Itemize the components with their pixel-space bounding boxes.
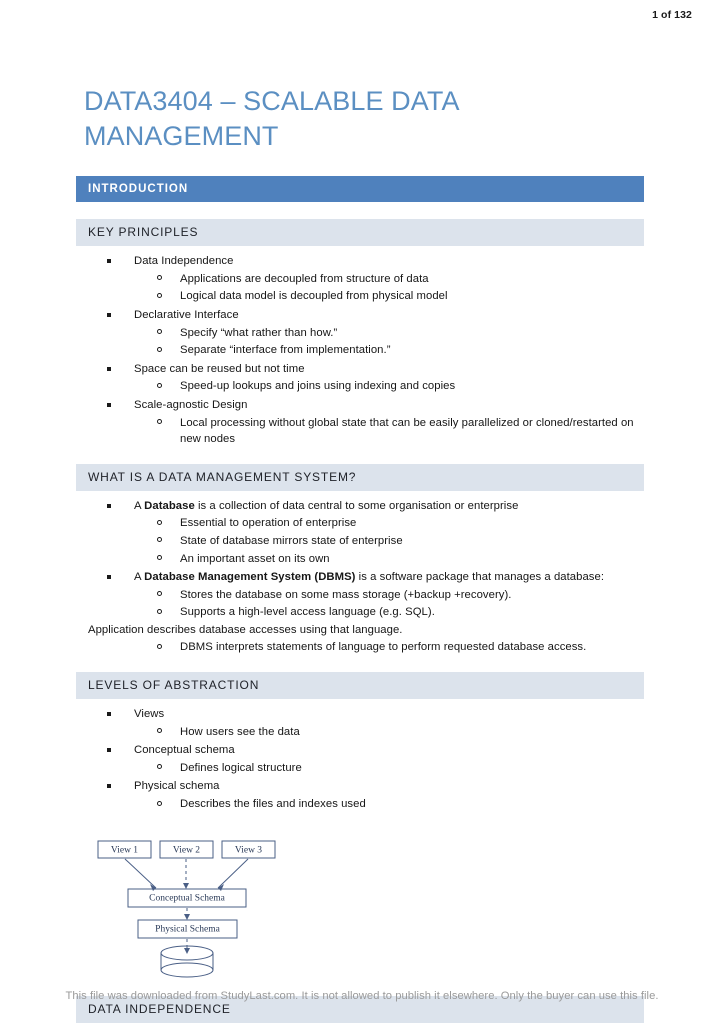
arrowhead-conceptual-physical <box>184 914 190 920</box>
levels-of-abstraction-diagram <box>90 835 320 980</box>
list-item: Stores the database on some mass storage (+backup +recovery). <box>76 587 644 604</box>
application-line: Application describes database accesses using that language. <box>88 623 403 636</box>
list-item: Space can be reused but not time <box>76 361 644 378</box>
page-indicator: 1 of 132 <box>652 9 692 21</box>
view3-label: View 3 <box>234 845 263 856</box>
list-item: Applications are decoupled from structure of data <box>76 271 644 288</box>
levels-of-abstraction-list <box>76 706 644 813</box>
footer-note: This file was downloaded from StudyLast.com. It is not allowed to publish it elsewhere. Only the buyer can use this file. <box>65 990 659 1002</box>
dbms-prefix: A <box>134 571 145 584</box>
database-term: Database <box>144 499 195 512</box>
spacer <box>76 448 644 464</box>
list-item: Declarative Interface <box>76 307 644 324</box>
key-principles-list <box>76 253 644 448</box>
list-item: Defines logical structure <box>76 760 644 777</box>
connector-view1 <box>125 859 156 888</box>
list-item: Local processing without global state that can be easily parallelized or cloned/restarted on new nodes <box>76 415 644 448</box>
list-item: Views <box>76 706 644 723</box>
list-item: Essential to operation of enterprise <box>76 515 644 532</box>
list-item-dbms <box>76 569 644 586</box>
list-item: Supports a high-level access language (e.g. SQL). <box>76 604 644 621</box>
list-item: Data Independence <box>76 253 644 270</box>
list-item: Logical data model is decoupled from physical model <box>76 288 644 305</box>
what-is-dms-list <box>76 498 644 656</box>
list-item: State of database mirrors state of enterprise <box>76 533 644 550</box>
section-heading-key-principles: KEY PRINCIPLES <box>76 219 644 246</box>
arrowhead-physical-storage <box>184 948 190 954</box>
view2-label: View 2 <box>172 845 201 856</box>
list-item: Conceptual schema <box>76 742 644 759</box>
section-heading-data-independence: DATA INDEPENDENCE <box>76 996 644 1023</box>
list-item: How users see the data <box>76 724 644 741</box>
list-item: Speed-up lookups and joins using indexing and copies <box>76 378 644 395</box>
spacer <box>76 202 644 219</box>
spacer <box>76 656 644 672</box>
arrowhead-view2 <box>183 883 189 889</box>
architecture-diagram-svg <box>90 835 320 980</box>
list-item: Physical schema <box>76 778 644 795</box>
document-content <box>76 84 644 1023</box>
list-item: An important asset on its own <box>76 551 644 568</box>
list-item: Separate “interface from implementation.” <box>76 342 644 359</box>
section-heading-introduction: INTRODUCTION <box>76 176 644 202</box>
list-item: Specify “what rather than how.” <box>76 325 644 342</box>
view1-label: View 1 <box>110 845 139 856</box>
section-heading-what-is-dms: WHAT IS A DATA MANAGEMENT SYSTEM? <box>76 464 644 491</box>
conceptual-schema-label: Conceptual Schema <box>149 893 225 904</box>
physical-schema-label: Physical Schema <box>155 924 220 935</box>
section-heading-levels-of-abstraction: LEVELS OF ABSTRACTION <box>76 672 644 699</box>
list-item: Scale-agnostic Design <box>76 397 644 414</box>
page-title: DATA3404 – SCALABLE DATA MANAGEMENT <box>84 86 459 152</box>
dbms-term: Database Management System (DBMS) <box>144 571 356 584</box>
list-item-database <box>76 498 644 515</box>
dbms-suffix: is a software package that manages a database: <box>355 571 605 584</box>
list-item: DBMS interprets statements of language to perform requested database access. <box>76 639 644 656</box>
list-item: Describes the files and indexes used <box>76 796 644 813</box>
database-suffix: is a collection of data central to some organisation or enterprise <box>194 499 519 512</box>
database-prefix: A <box>134 499 145 512</box>
connector-view3 <box>218 859 248 888</box>
